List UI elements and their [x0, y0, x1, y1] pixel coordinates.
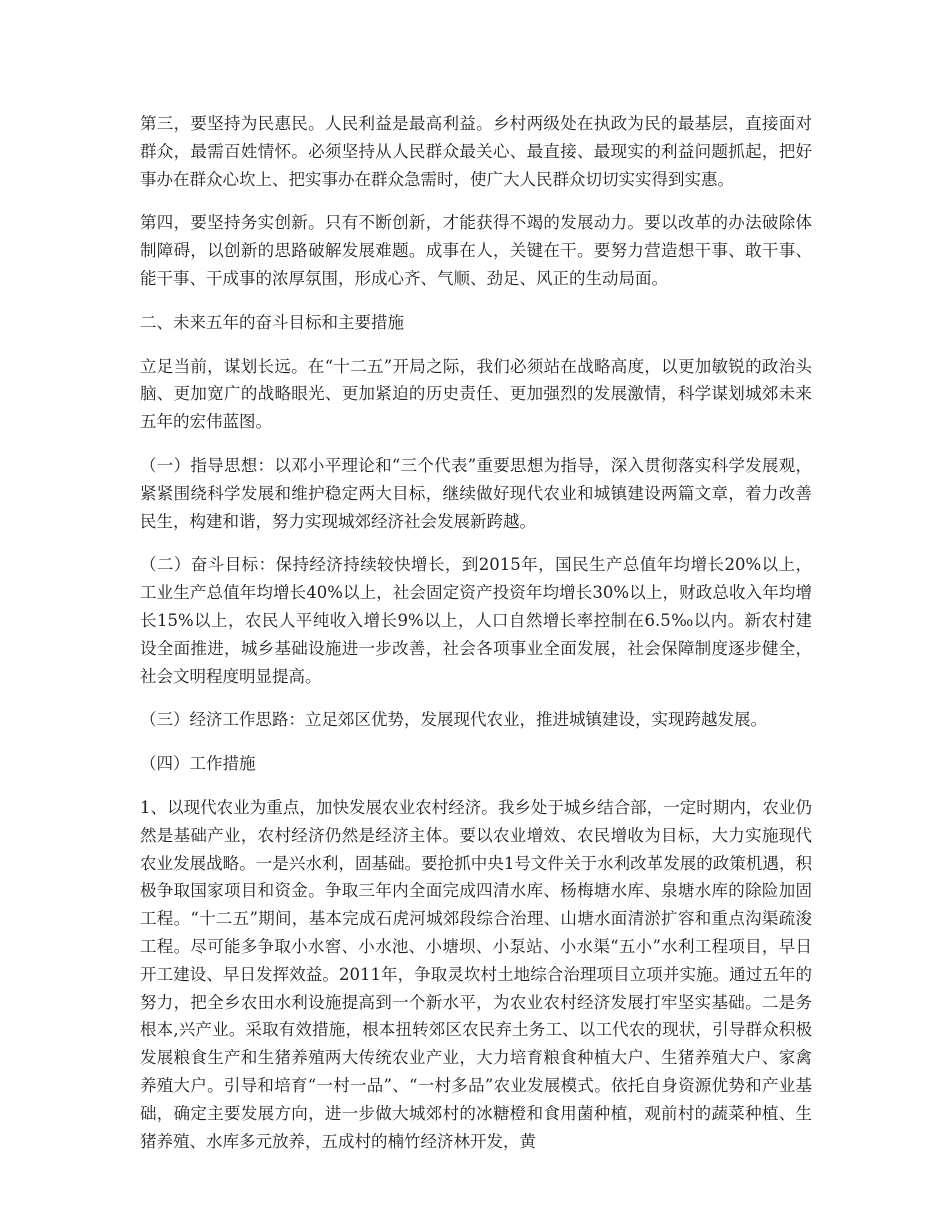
paragraph-goals: （二）奋斗目标：保持经济持续较快增长，到2015年，国民生产总值年均增长20%以上，工业生产总值年均增长40%以上，社会固定资产投资年均增长30%以上，财政总收入年均增长15%以上，农民人平纯收入增长9%以上，人口自然增长率控制在6.5‰以内。新农村建设全面推进，城乡基础设施进一步改善，社会各项事业全面发展，社会保障制度逐步健全，社会文明程度明显提高。 [140, 555, 812, 686]
paragraph-measure-one-agriculture: 1、以现代农业为重点，加快发展农业农村经济。我乡处于城乡结合部，一定时期内，农业仍然是基础产业，农村经济仍然是经济主体。要以农业增效、农民增收为目标，大力实施现代农业发展战略。一是兴水利，固基础。要抢抓中央1号文件关于水利改革发展的政策机遇，积极争取国家项目和资金。争取三年内全面完成四清水库、杨梅塘水库、泉塘水库的除险加固工程。“十二五”期间，基本完成石虎河城郊段综合治理、山塘水面清淤扩容和重点沟渠疏浚工程。尽可能多争取小水窖、小水池、小塘坝、小泵站、小水渠“五小”水利工程项目，早日开工建设、早日发挥效益。2011年，争取灵坎村土地综合治理项目立项并实施。通过五年的努力，把全乡农田水利设施提高到一个新水平，为农业农村经济发展打牢坚实基础。二是务根本,兴产业。采取有效措施，根本扭转郊区农民弃土务工、以工代农的现状，引导群众积极发展粮食生产和生猪养殖两大传统农业产业，大力培育粮食种植大户、生猪养殖大户、家禽养殖大户。引导和培育“一村一品”、“一村多品”农业发展模式。依托自身资源优势和产业基础，确定主要发展方向，进一步做大城郊村的冰糖橙和食用菌种植，观前村的蔬菜种植、生猪养殖、水库多元放养，五成村的楠竹经济林开发，黄 [140, 797, 812, 1151]
paragraph-principle-three: 第三，要坚持为民惠民。人民利益是最高利益。乡村两级处在执政为民的最基层，直接面对群众，最需百姓情怀。必须坚持从人民群众最关心、最直接、最现实的利益问题抓起，把好事办在群众心坎上、把实事办在群众急需时，使广大人民群众切切实实得到实惠。 [140, 114, 812, 189]
paragraph-intro-planning: 立足当前，谋划长远。在“十二五”开局之际，我们必须站在战略高度，以更加敏锐的政治头脑、更加宽广的战略眼光、更加紧迫的历史责任、更加强烈的发展激情，科学谋划城郊未来五年的宏伟蓝图。 [140, 356, 812, 432]
paragraph-economic-approach: （三）经济工作思路：立足郊区优势，发展现代农业，推进城镇建设，实现跨越发展。 [140, 710, 767, 730]
document-body [140, 110, 812, 1171]
paragraph-principle-four: 第四，要坚持务实创新。只有不断创新，才能获得不竭的发展动力。要以改革的办法破除体制障碍，以创新的思路破解发展难题。成事在人，关键在干。要努力营造想干事、敢干事、能干事、干成事的浓厚氛围，形成心齐、气顺、劲足、风正的生动局面。 [140, 213, 812, 288]
subheading-work-measures: （四）工作措施 [140, 754, 256, 774]
section-heading-goals-measures: 二、未来五年的奋斗目标和主要措施 [140, 312, 404, 332]
paragraph-guiding-ideology: （一）指导思想：以邓小平理论和“三个代表”重要思想为指导，深入贯彻落实科学发展观，紧紧围绕科学发展和维护稳定两大目标，继续做好现代农业和城镇建设两篇文章，着力改善民生，构建和谐，努力实现城郊经济社会发展新跨越。 [140, 455, 812, 531]
